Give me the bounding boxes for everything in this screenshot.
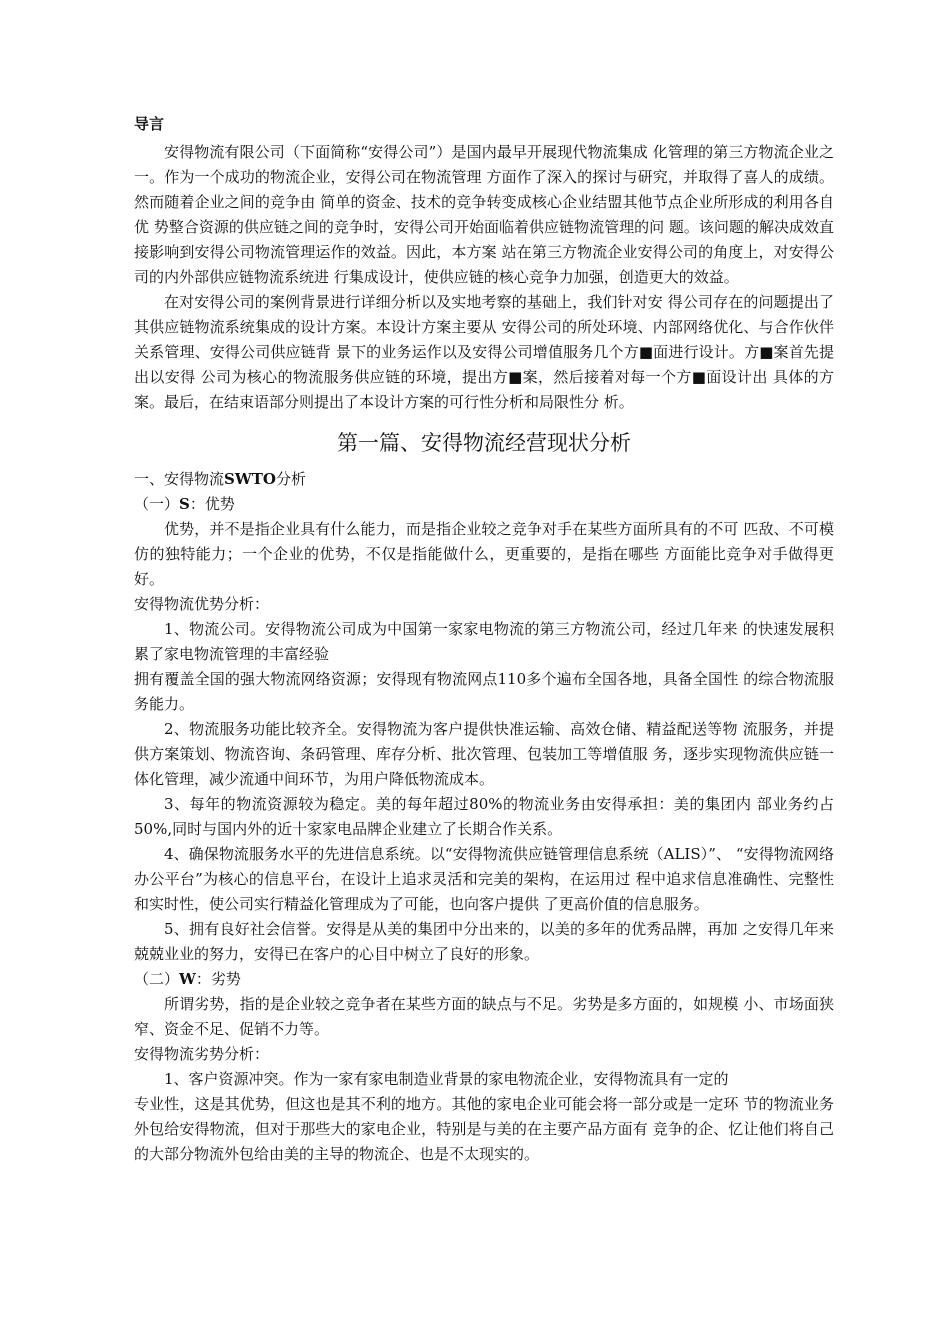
strength-item-5: 5、拥有良好社会信誉。安得是从美的集团中分出来的，以美的多年的优秀品牌，再加 之安得几年来兢兢业业的努力，安得已在客户的心目中树立了良好的形象。 <box>134 920 834 963</box>
subheading-weaknesses <box>134 967 834 992</box>
s-bold: S <box>179 495 190 513</box>
s-suffix: ：优势 <box>189 495 235 513</box>
subheading-strengths <box>134 492 834 517</box>
weakness-item-1b: 专业性，这是其优势，但这也是其不利的地方。其他的家电企业可能会将一部分或是一定环 节的物流业务外包给安得物流，但对于那些大的家电企业，特别是与美的在主要产品方面有 竞争的企、忆让他们将自己的大部分物流外包给由美的主导的物流企、也是不太现实的。 <box>134 1095 834 1163</box>
strength-item-2: 2、物流服务功能比较齐全。安得物流为客户提供快准运输、高效仓储、精益配送等物 流服务，并提供方案策划、物流咨询、条码管理、库存分析、批次管理、包装加工等增值服 务，逐步实现物流供应链一体化管理，减少流通中间环节，为用户降低物流成本。 <box>134 720 834 788</box>
section-heading-swto <box>134 467 834 492</box>
weakness-item-1a: 1、客户资源冲突。作为一家有家电制造业背景的家电物流企业，安得物流具有一定的 <box>164 1070 729 1088</box>
weaknesses-analysis-label: 安得物流劣势分析： <box>134 1045 270 1063</box>
section-bold: SWTO <box>224 470 276 488</box>
strengths-analysis-label: 安得物流优势分析： <box>134 595 270 613</box>
section-prefix: 一、安得物流 <box>134 470 225 488</box>
text-column <box>134 112 834 1167</box>
section-suffix: 分析 <box>275 470 306 488</box>
chapter-title: 第一篇、安得物流经营现状分析 <box>337 431 631 455</box>
weaknesses-definition: 所谓劣势，指的是企业较之竞争者在某些方面的缺点与不足。劣势是多方面的，如规模 小、市场面狭窄、资金不足、促销不力等。 <box>134 995 834 1038</box>
strengths-definition: 优势，并不是指企业具有什么能力，而是指企业较之竞争对手在某些方面所具有的不可 匹敌、不可模仿的独特能力；一个企业的优势，不仅是指能做什么，更重要的，是指在哪些 方面能比竞争对手做得更好。 <box>134 520 834 588</box>
w-prefix: （二） <box>134 970 180 988</box>
intro-heading: 导言 <box>134 115 165 133</box>
strength-item-1b: 拥有覆盖全国的强大物流网络资源；安得现有物流网点110多个遍布全国各地，具备全国性 的综合物流服务能力。 <box>134 670 834 713</box>
s-prefix: （一） <box>134 495 180 513</box>
intro-paragraph-2: 在对安得公司的案例背景进行详细分析以及实地考察的基础上，我们针对安 得公司存在的问题提出了其供应链物流系统集成的设计方案。本设计方案主要从 安得公司的所处环境、内部网络优化、与合作伙伴关系管理、安得公司供应链背 景下的业务运作以及安得公司增值服务几个方■面进行设计。方■案首先提出以安得 公司为核心的物流服务供应链的环境，提出方■案，然后接着对每一个方■面设计出 具体的方案。最后，在结束语部分则提出了本设计方案的可行性分析和局限性分 析。 <box>134 293 834 411</box>
w-suffix: ：劣势 <box>195 970 241 988</box>
intro-paragraph-1: 安得物流有限公司（下面简称“安得公司”）是国内最早开展现代物流集成 化管理的第三方物流企业之一。作为一个成功的物流企业，安得公司在物流管理 方面作了深入的探讨与研究，并取得了喜人的成绩。然而随着企业之间的竞争由 简单的资金、技术的竞争转变成核心企业结盟其他节点企业所形成的利用各自优 势整合资源的供应链之间的竞争时，安得公司开始面临着供应链物流管理的问 题。该问题的解决成效直接影响到安得公司物流管理运作的效益。因此，本方案 站在第三方物流企业安得公司的角度上，对安得公司的内外部供应链物流系统进 行集成设计，使供应链的核心竞争力加强，创造更大的效益。 <box>134 143 834 286</box>
strength-item-3: 3、每年的物流资源较为稳定。美的每年超过80%的物流业务由安得承担：美的集团内 部业务约占50%,同时与国内外的近十家家电品牌企业建立了长期合作关系。 <box>134 795 834 838</box>
w-bold: W <box>179 970 196 988</box>
strength-item-1a: 1、物流公司。安得物流公司成为中国第一家家电物流的第三方物流公司，经过几年来 的快速发展积累了家电物流管理的丰富经验 <box>134 620 834 663</box>
strength-item-4: 4、确保物流服务水平的先进信息系统。以“安得物流供应链管理信息系统（ALIS）”、 “安得物流网络办公平台”为核心的信息平台，在设计上追求灵活和完美的架构，在运用过 程中追求信息准确性、完整性和实时性，使公司实行精益化管理成为了可能，也向客户提供 了更高价值的信息服务。 <box>134 845 834 913</box>
